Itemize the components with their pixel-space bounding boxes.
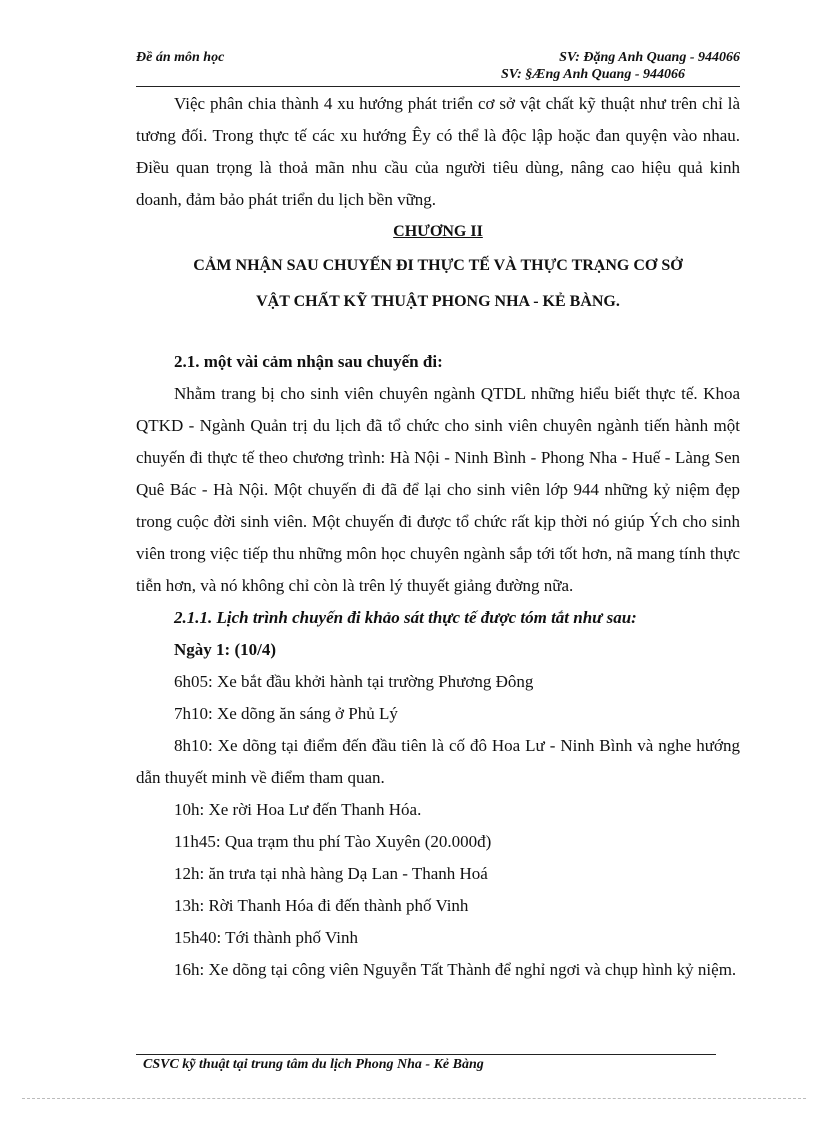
chapter-heading: CHƯƠNG II — [393, 223, 483, 240]
schedule-item: 12h: ăn trưa tại nhà hàng Dạ Lan - Thanh Hoá — [174, 864, 488, 883]
chapter-title-line-1: CẢM NHẬN SAU CHUYẾN ĐI THỰC TẾ VÀ THỰC TRẠNG CƠ SỞ — [193, 257, 683, 274]
schedule-item: 11h45: Qua trạm thu phí Tào Xuyên (20.000đ) — [174, 832, 492, 851]
schedule-item: 8h10: Xe dõng tại điểm đến đầu tiên là cố đô Hoa Lư - Ninh Bình và nghe hướng dẫn thuyết minh về điểm tham quan. — [136, 736, 740, 787]
subsection-heading: 2.1.1. Lịch trình chuyến đi khảo sát thực tế được tóm tắt như sau: — [174, 608, 637, 627]
schedule-item: 7h10: Xe dõng ăn sáng ở Phủ Lý — [174, 704, 398, 723]
header-rule — [136, 86, 740, 87]
schedule-item: 6h05: Xe bắt đầu khởi hành tại trường Phương Đông — [174, 672, 534, 691]
header-student-name-garbled: SV: §Æng Anh Quang - 944066 — [501, 67, 685, 82]
footer-title: CSVC kỹ thuật tại trung tâm du lịch Phong Nha - Kẻ Bàng — [143, 1057, 484, 1072]
schedule-item: 15h40: Tới thành phố Vinh — [174, 928, 358, 947]
day-heading: Ngày 1: (10/4) — [174, 640, 276, 659]
header-student-name: SV: Đặng Anh Quang - 944066 — [559, 50, 740, 65]
document-body — [136, 88, 740, 986]
footer-rule — [136, 1054, 716, 1055]
page-break-divider — [22, 1098, 806, 1099]
schedule-item: 10h: Xe rời Hoa Lư đến Thanh Hóa. — [174, 800, 422, 819]
section-paragraph: Nhằm trang bị cho sinh viên chuyên ngành QTDL những hiểu biết thực tế. Khoa QTKD - Ngành Quản trị du lịch đã tổ chức cho sinh viên chuyên ngành tiến hành một chuyến đi thực tế theo chương trình: Hà Nội - Ninh Bình - Phong Nha - Huế - Làng Sen Quê Bác - Hà Nội. Một chuyến đi đã để lại cho sinh viên lớp 944 những kỷ niệm đẹp trong cuộc đời sinh viên. Một chuyến đi được tổ chức rất kịp thời nó giúp Ých cho sinh viên trong việc tiếp thu những môn học chuyên ngành sắp tới tốt hơn, nã mang tính thực tiễn hơn, và nó không chỉ còn là trên lý thuyết giảng đường nữa. — [136, 384, 740, 595]
chapter-title-line-2: VẬT CHẤT KỸ THUẬT PHONG NHA - KẺ BÀNG. — [256, 293, 620, 310]
schedule-item: 13h: Rời Thanh Hóa đi đến thành phố Vinh — [174, 896, 469, 915]
header-course-title: Đề án môn học — [136, 50, 225, 65]
intro-paragraph: Việc phân chia thành 4 xu hướng phát triển cơ sở vật chất kỹ thuật như trên chỉ là tương đối. Trong thực tế các xu hướng Êy có thể là độc lập hoặc đan quyện vào nhau. Điều quan trọng là thoả mãn nhu cầu của người tiêu dùng, nâng cao hiệu quả kinh doanh, đảm bảo phát triển du lịch bền vững. — [136, 94, 740, 209]
schedule-item: 16h: Xe dõng tại công viên Nguyễn Tất Thành để nghỉ ngơi và chụp hình kỷ niệm. — [174, 960, 737, 979]
section-heading: 2.1. một vài cảm nhận sau chuyến đi: — [174, 352, 443, 371]
